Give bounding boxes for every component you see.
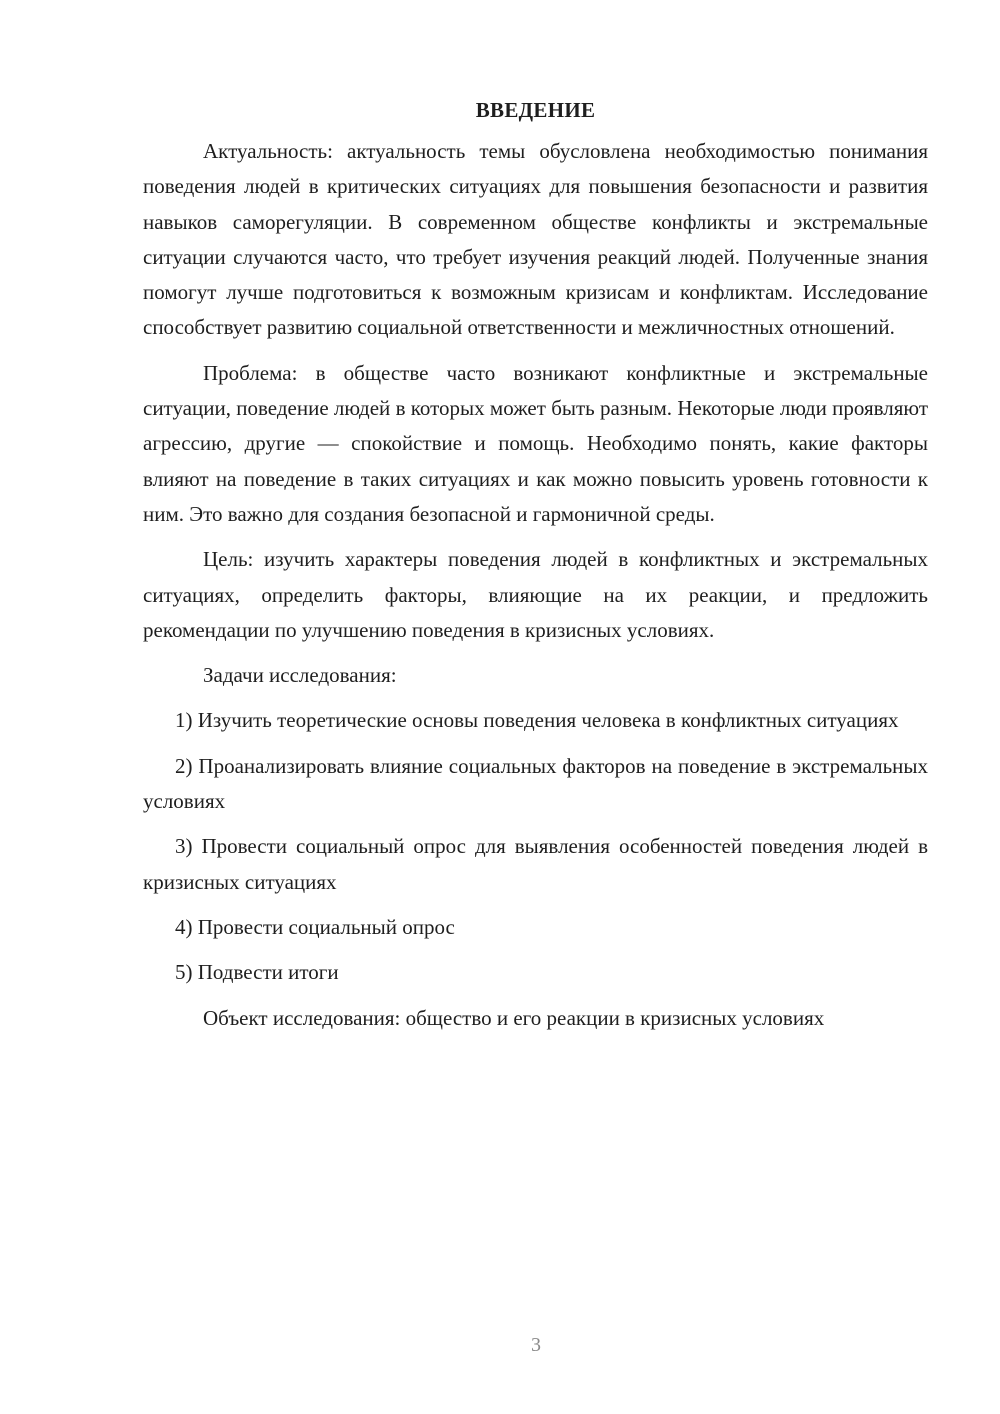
task-item-1: 1) Изучить теоретические основы поведения человека в конфликтных ситуациях <box>175 708 899 733</box>
page-number: 3 <box>531 1334 541 1356</box>
object-paragraph: Объект исследования: общество и его реакции в кризисных условиях <box>203 1005 825 1030</box>
tasks-heading: Задачи исследования: <box>203 663 397 688</box>
page-content <box>143 93 928 1046</box>
task-item-2: 2) Проанализировать влияние социальных факторов на поведение в экстремальных условиях <box>143 753 928 814</box>
goal-paragraph: Цель: изучить характеры поведения людей в конфликтных и экстремальных ситуациях, определить факторы, влияющие на их реакции, и предложить рекомендации по улучшению поведения в кризисных условиях. <box>143 547 928 642</box>
problem-paragraph: Проблема: в обществе часто возникают конфликтные и экстремальные ситуации, поведение людей в которых может быть разным. Некоторые люди проявляют агрессию, другие — спокойствие и помощь. Необходимо понять, какие факторы влияют на поведение в таких ситуациях и как можно повысить уровень готовности к ним. Это важно для создания безопасной и гармоничной среды. <box>143 360 928 526</box>
task-item-3: 3) Провести социальный опрос для выявления особенностей поведения людей в кризисных ситуациях <box>143 834 928 894</box>
task-item-4: 4) Провести социальный опрос <box>175 914 455 939</box>
relevance-paragraph: Актуальность: актуальность темы обусловлена необходимостью понимания поведения людей в критических ситуациях для повышения безопасности и развития навыков саморегуляции. В современном обществе конфликты и экстремальные ситуации случаются часто, что требует изучения реакций людей. Полученные знания помогут лучше подготовиться к возможным кризисам и конфликтам. Исследование способствует развитию социальной ответственности и межличностных отношений. <box>143 139 928 340</box>
task-item-5: 5) Подвести итоги <box>175 960 339 985</box>
section-heading: ВВЕДЕНИЕ <box>475 98 596 122</box>
